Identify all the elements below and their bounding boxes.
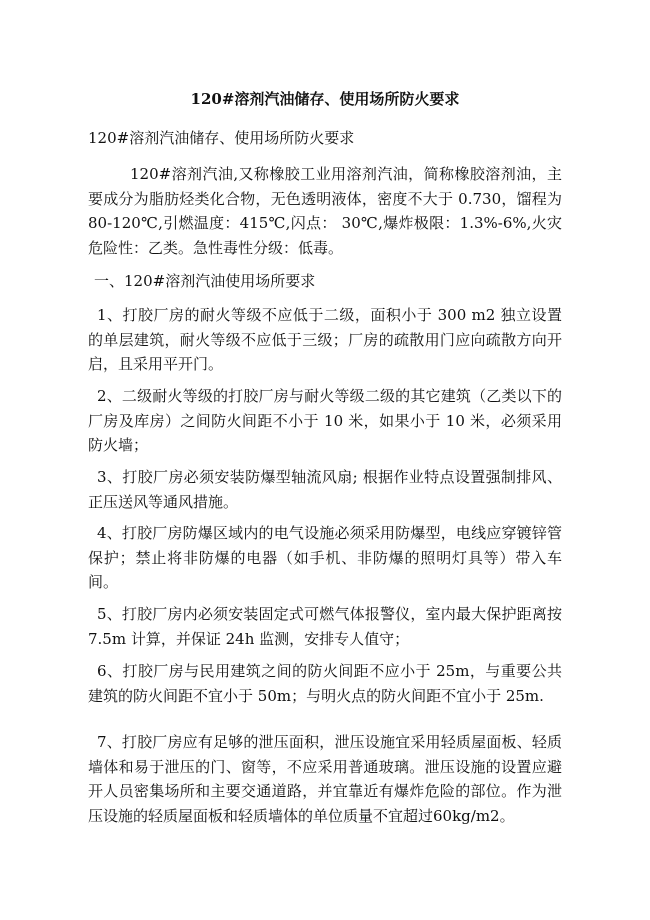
requirement-item-4: 4、打胶厂房防爆区域内的电气设施必须采用防爆型，电线应穿镀锌管保护；禁止将非防爆的电器（如手机、非防爆的照明灯具等）带入车间。 bbox=[88, 524, 562, 591]
document-subtitle: 120#溶剂汽油储存、使用场所防火要求 bbox=[88, 129, 355, 147]
requirement-item-2: 2、二级耐火等级的打胶厂房与耐火等级二级的其它建筑（乙类以下的厂房及库房）之间防火间距不小于 10 米，如果小于 10 米，必须采用防火墙； bbox=[88, 387, 562, 454]
intro-paragraph: 120#溶剂汽油,又称橡胶工业用溶剂汽油，简称橡胶溶剂油，主要成分为脂肪烃类化合物，无色透明液体，密度不大于 0.730，馏程为 80-120℃,引燃温度：415℃,闪点： 30℃,爆炸极限：1.3%-6%,火灾危险性：乙类。急性毒性分级：低毒。 bbox=[88, 165, 562, 257]
section-heading: 一、120#溶剂汽油使用场所要求 bbox=[94, 272, 316, 290]
requirement-item-6: 6、打胶厂房与民用建筑之间的防火间距不应小于 25m，与重要公共建筑的防火间距不宜小于 50m；与明火点的防火间距不宜小于 25m. bbox=[88, 662, 562, 705]
requirement-item-7: 7、打胶厂房应有足够的泄压面积，泄压设施宜采用轻质屋面板、轻质墙体和易于泄压的门、窗等，不应采用普通玻璃。泄压设施的设置应避开人员密集场所和主要交通道路，并宜靠近有爆炸危险的部位。作为泄压设施的轻质屋面板和轻质墙体的单位质量不宜超过60kg/m2。 bbox=[88, 733, 562, 825]
requirement-item-5: 5、打胶厂房内必须安装固定式可燃气体报警仪，室内最大保护距离按 7.5m 计算，并保证 24h 监测，安排专人值守； bbox=[88, 605, 562, 648]
requirement-item-3: 3、打胶厂房必须安装防爆型轴流风扇; 根据作业特点设置强制排风、正压送风等通风措施。 bbox=[88, 468, 562, 511]
document-title: 120#溶剂汽油储存、使用场所防火要求 bbox=[190, 90, 460, 108]
requirement-item-1: 1、打胶厂房的耐火等级不应低于二级，面积小于 300 m2 独立设置的单层建筑，耐火等级不应低于三级；厂房的疏散用门应向疏散方向开启，且采用平开门。 bbox=[88, 306, 562, 373]
